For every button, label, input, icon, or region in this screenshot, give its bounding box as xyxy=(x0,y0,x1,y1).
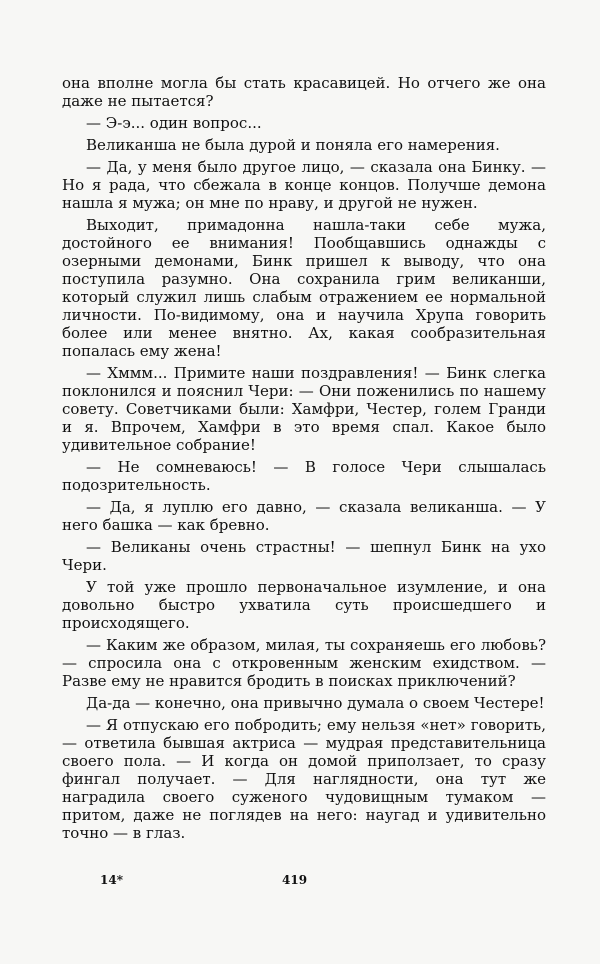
body-text xyxy=(62,74,546,846)
paragraph: Да-да — конечно, она привычно думала о своем Честере! xyxy=(86,694,545,712)
paragraph: — Э-э... один вопрос... xyxy=(86,114,262,132)
paragraph: — Да, у меня было другое лицо, — сказала она Бинку. — Но я рада, что сбежала в конце концов. Получше демона нашла я мужа; он мне по нраву, и другой не нужен. xyxy=(62,158,546,212)
paragraph: — Я отпускаю его побродить; ему нельзя «нет» говорить, — ответила бывшая актриса — мудрая представительница своего пола. — И когда он домой приползает, то сразу фингал получает. — Для наглядности, она тут же наградила своего суженого чудовищным тумаком — притом, даже не поглядев на него: наугад и удивительно точно — в глаз. xyxy=(62,716,546,842)
paragraph: она вполне могла бы стать красавицей. Но отчего же она даже не пытается? xyxy=(62,74,546,110)
paragraph: Выходит, примадонна нашла-таки себе мужа, достойного ее внимания! Пообщавшись однажды с озерными демонами, Бинк пришел к выводу, что она поступила разумно. Она сохранила грим великанши, который служил лишь слабым отражением ее нормальной личности. По-видимому, она и научила Хрупа говорить более или менее внятно. Ах, какая сообразительная попалась ему жена! xyxy=(62,216,546,360)
page-footer xyxy=(0,873,600,895)
paragraph: Великанша не была дурой и поняла его намерения. xyxy=(86,136,500,154)
paragraph: — Каким же образом, милая, ты сохраняешь его любовь? — спросила она с откровенным женским ехидством. — Разве ему не нравится бродить в поисках приключений? xyxy=(62,636,546,690)
page-number: 419 xyxy=(282,873,308,887)
paragraph: У той уже прошло первоначальное изумление, и она довольно быстро ухватила суть происшедшего и происходящего. xyxy=(62,578,546,632)
paragraph: — Хммм... Примите наши поздравления! — Бинк слегка поклонился и пояснил Чери: — Они поженились по нашему совету. Советчиками были: Хамфри, Честер, голем Гранди и я. Впрочем, Хамфри в это время спал. Какое было удивительное собрание! xyxy=(62,364,546,454)
paragraph: — Великаны очень страстны! — шепнул Бинк на ухо Чери. xyxy=(62,538,546,574)
paragraph: — Не сомневаюсь! — В голосе Чери слышалась подозрительность. xyxy=(62,458,546,494)
paragraph: — Да, я луплю его давно, — сказала великанша. — У него башка — как бревно. xyxy=(62,498,546,534)
signature-mark: 14* xyxy=(100,873,123,887)
